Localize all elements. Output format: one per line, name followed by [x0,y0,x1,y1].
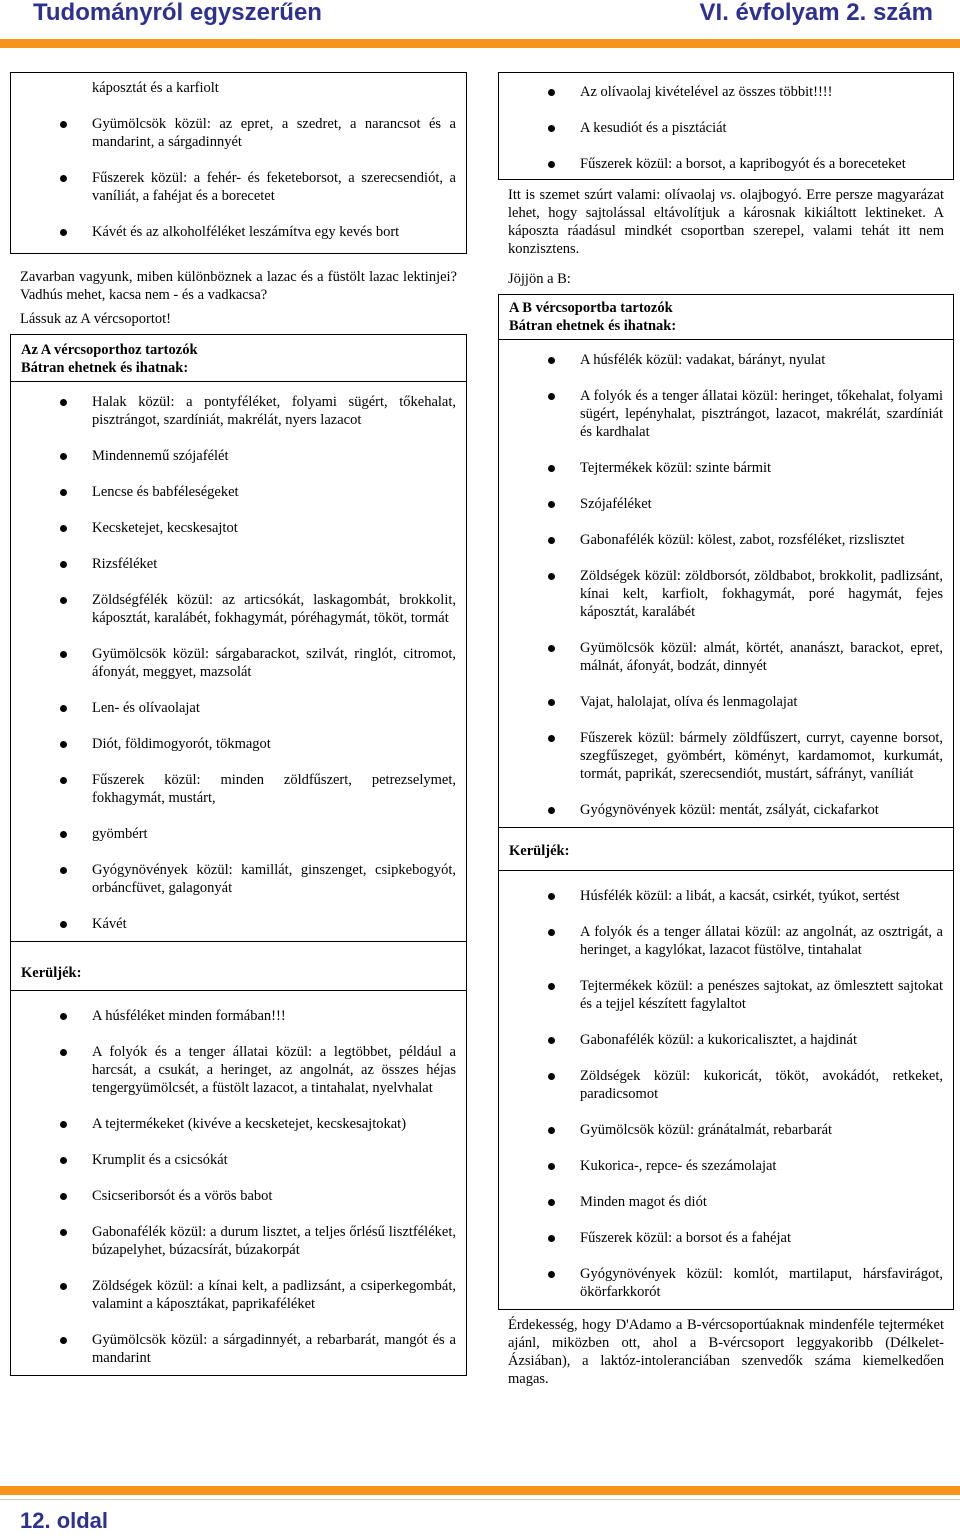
list-item: Vajat, halolajat, olíva és lenmagolajat [499,693,953,711]
footer-divider [0,1499,960,1500]
right-continuation-box [498,72,954,180]
bullet-icon [60,121,67,128]
bullet-icon [548,1073,555,1080]
bullet-icon [548,573,555,580]
a-group-box [10,334,467,1376]
list-item: Kávét [11,915,466,933]
b-group-heading: A B vércsoportba tartozók [509,300,673,316]
bullet-icon [548,983,555,990]
bullet-icon [548,645,555,652]
bullet-icon [60,1049,67,1056]
bullet-icon [60,399,67,406]
bullet-icon [60,561,67,568]
bullet-icon [60,453,67,460]
bullet-icon [60,777,67,784]
bullet-icon [60,1229,67,1236]
list-item: A folyók és a tenger állatai közül: az angolnát, az osztrigát, a heringet, a kagylókat, lazacot füstölve, tintahalat [499,923,953,959]
list-item: Gyógynövények közül: komlót, martilaput, hársfavirágot, ökörfarkkorót [499,1265,953,1301]
list-item: Kecsketejet, kecskesajtot [11,519,466,537]
bullet-icon [60,1193,67,1200]
list-item: Zöldségfélék közül: az articsókát, laskagombát, brokkolit, káposztát, karalábét, fokhagymát, póréhagymát, tököt, tormát [11,591,466,627]
list-item: A húsfélék közül: vadakat, bárányt, nyulat [499,351,953,369]
list-item: Krumplit és a csicsókát [11,1151,466,1169]
a-avoid-heading: Kerüljék: [21,965,82,981]
bullet-icon [60,651,67,658]
bullet-icon [60,229,67,236]
right-paragraph-2: Jöjjön a B: [508,271,571,287]
footer-bar [0,1486,960,1495]
list-item: Az olívaolaj kivételével az összes többit!!!! [499,83,953,101]
list-item: A tejtermékeket (kivéve a kecsketejet, kecskesajtokat) [11,1115,466,1133]
left-continuation-list [11,79,466,241]
list-item: Zöldségek közül: zöldborsót, zöldbabot, brokkolit, padlizsánt, kínai kelt, karfiolt, fokhagymát, poré hagymát, fejes káposztát, karalábét [499,567,953,621]
left-paragraph-2: Lássuk az A vércsoportot! [20,311,172,327]
list-item: Lencse és babféleségeket [11,483,466,501]
bullet-icon [60,597,67,604]
right-continuation-list [499,83,953,173]
bullet-icon [548,1271,555,1278]
bullet-icon [60,831,67,838]
bullet-icon [60,741,67,748]
bullet-icon [548,465,555,472]
list-item: Halak közül: a pontyféléket, folyami sügért, tőkehalat, pisztrángot, szardíniát, makrélát, nyers lazacot [11,393,466,429]
list-item: Gyógynövények közül: kamillát, ginszenget, csipkebogyót, orbáncfüvet, galagonyát [11,861,466,897]
b-eat-heading: Bátran ehetnek és ihatnak: [509,318,677,334]
list-item: Gabonafélék közül: a kukoricalisztet, a hajdinát [499,1031,953,1049]
list-item: A húsféléket minden formában!!! [11,1007,466,1025]
bullet-icon [548,393,555,400]
bullet-icon [548,89,555,96]
left-column [10,72,467,1376]
list-item: Gyógynövények közül: mentát, zsályát, cickafarkot [499,801,953,819]
bullet-icon [60,489,67,496]
b-group-box [498,294,954,1310]
bullet-icon [60,867,67,874]
list-item: gyömbért [11,825,466,843]
a-avoid-list [11,991,466,1375]
bullet-icon [548,537,555,544]
header-bar [0,39,960,48]
bullet-icon [548,1127,555,1134]
list-item: A folyók és a tenger állatai közül: heringet, tőkehalat, folyami sügért, lepényhalat, pisztrángot, lazacot, makrélát, szardíniát és kardhalat [499,387,953,441]
bullet-icon [60,1121,67,1128]
right-column [498,72,954,1388]
list-item: Húsfélék közül: a libát, a kacsát, csirkét, tyúkot, sertést [499,887,953,905]
b-eat-list [499,340,953,827]
a-group-heading: Az A vércsoporthoz tartozók [21,342,198,358]
list-item: Fűszerek közül: a borsot, a kapribogyót és a boreceteket [499,155,953,173]
bullet-icon [60,525,67,532]
right-paragraph-1: Itt is szemet szúrt valami: olívaolaj vs. olajbogyó. Erre persze magyarázat lehet, hogy sajtolással eltávolítjuk a károsnak kikiáltott lektineket. A káposzta ráadásul mindkét csoportban szerepel, valami tehát itt nem konzisztens. [508,187,944,257]
list-item: A kesudiót és a pisztáciát [499,119,953,137]
bullet-icon [548,501,555,508]
issue-label: VI. évfolyam 2. szám [699,0,933,26]
list-item: Zöldségek közül: a kínai kelt, a padlizsánt, a csiperkegombát, valamint a káposztákat, paprikaféléket [11,1277,466,1313]
left-continuation-box [10,72,467,254]
list-item: Tejtermékek közül: szinte bármit [499,459,953,477]
list-item: Gyümölcsök közül: sárgabarackot, szilvát, ringlót, citromot, áfonyát, meggyet, mazsolát [11,645,466,681]
bullet-icon [60,1013,67,1020]
list-item: Diót, földimogyorót, tökmagot [11,735,466,753]
list-item: Rizsféléket [11,555,466,573]
bullet-icon [60,1337,67,1344]
list-item: Len- és olívaolajat [11,699,466,717]
bullet-icon [548,735,555,742]
list-item: Kukorica-, repce- és szezámolajat [499,1157,953,1175]
bullet-icon [60,705,67,712]
list-item: Fűszerek közül: a fehér- és feketeborsot, a szerecsendiót, a vaníliát, a fahéjat és a borecetet [11,169,466,205]
list-item: Tejtermékek közül: a penészes sajtokat, az ömlesztett sajtokat és a tejjel készített fagylaltot [499,977,953,1013]
bullet-icon [60,1157,67,1164]
bullet-icon [548,357,555,364]
left-paragraph-1: Zavarban vagyunk, miben különböznek a lazac és a füstölt lazac lektinjei? Vadhús mehet, kacsa nem - és a vadkacsa? [20,269,457,303]
list-item: Szójaféléket [499,495,953,513]
bullet-icon [548,161,555,168]
list-item: Gyümölcsök közül: az epret, a szedret, a narancsot és a mandarint, a sárgadinnyét [11,115,466,151]
journal-title: Tudományról egyszerűen [33,0,322,26]
bullet-icon [60,175,67,182]
list-item: Gabonafélék közül: a durum lisztet, a teljes őrlésű lisztféléket, búzapelyhet, búzacsírát, búzakorpát [11,1223,466,1259]
list-item: Fűszerek közül: bármely zöldfűszert, curryt, cayenne borsot, szegfűszeget, gyömbért, köményt, kardamomot, kurkumát, tormát, paprikát, szerecsendiót, mustárt, sáfrányt, vaníliát [499,729,953,783]
list-item: Fűszerek közül: a borsot és a fahéjat [499,1229,953,1247]
bullet-icon [548,699,555,706]
list-item: Fűszerek közül: minden zöldfűszert, petrezselymet, fokhagymát, mustárt, [11,771,466,807]
list-item: Gabonafélék közül: kölest, zabot, rozsféléket, rizslisztet [499,531,953,549]
list-item: Gyümölcsök közül: gránátalmát, rebarbarát [499,1121,953,1139]
bullet-icon [60,921,67,928]
bullet-icon [548,1037,555,1044]
list-item: Csicseriborsót és a vörös babot [11,1187,466,1205]
a-eat-list [11,382,466,941]
list-item: Minden magot és diót [499,1193,953,1211]
bullet-icon [548,893,555,900]
bullet-icon [60,1283,67,1290]
bullet-icon [548,1163,555,1170]
list-item: A folyók és a tenger állatai közül: a legtöbbet, például a harcsát, a csukát, a heringet, az angolnát, az összes héjas tengergyümölcsét, a füstölt lazacot, a tintahalat, nyelvhalat [11,1043,466,1097]
list-item: Kávét és az alkoholféléket leszámítva egy kevés bort [11,223,466,241]
list-item: Zöldségek közül: kukoricát, tököt, avokádót, retkeket, paradicsomot [499,1067,953,1103]
list-item: Mindennemű szójafélét [11,447,466,465]
bullet-icon [548,807,555,814]
b-avoid-list [499,871,953,1309]
b-avoid-heading: Kerüljék: [509,843,570,859]
bullet-icon [548,1235,555,1242]
list-item: Gyümölcsök közül: a sárgadinnyét, a rebarbarát, mangót és a mandarint [11,1331,466,1367]
bullet-icon [548,929,555,936]
list-item: káposztát és a karfiolt [92,80,219,96]
bullet-icon [548,125,555,132]
right-paragraph-3: Érdekesség, hogy D'Adamo a B-vércsoportúaknak mindenféle tejterméket ajánl, miközben ott, ahol a B-vércsoport leggyakoribb (Délkelet-Ázsiában), a laktóz-intoleranciában szenvedők száma kiemelkedően magas. [508,1317,944,1387]
list-item: Gyümölcsök közül: almát, körtét, ananászt, barackot, epret, málnát, áfonyát, bodzát, dinnyét [499,639,953,675]
bullet-icon [548,1199,555,1206]
page-number: 12. oldal [20,1508,109,1533]
a-eat-heading: Bátran ehetnek és ihatnak: [21,360,189,376]
